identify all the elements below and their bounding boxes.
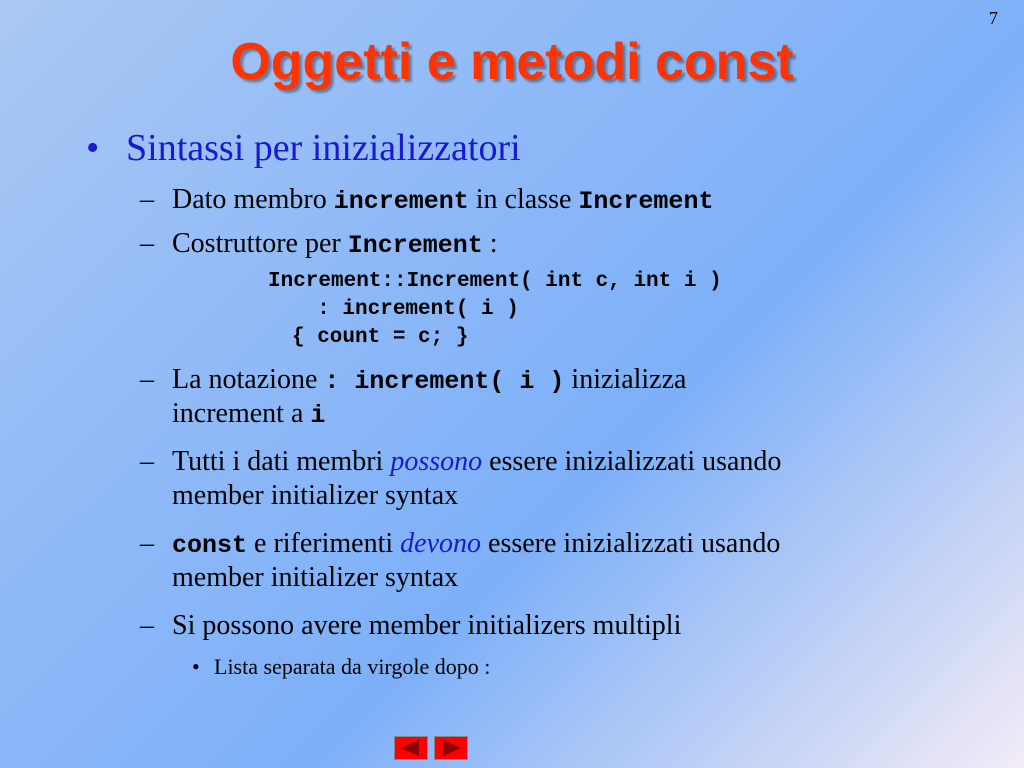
sub-item-1-code-b: Increment (578, 187, 714, 216)
sub-sub-item-1: Lista separata da virgole dopo : (214, 654, 491, 679)
right-arrow-icon (435, 737, 467, 759)
code-line-2: : increment( i ) (292, 298, 519, 321)
sub-item-5-code: const (172, 531, 248, 560)
sub-item-2-text-b: : (482, 228, 498, 259)
sub-item-3-code: : increment( i ) (324, 367, 565, 396)
sub-item-4 (172, 446, 781, 478)
sub-item-3 (172, 364, 686, 396)
sub-item-3-line2-text: increment a (172, 398, 311, 429)
left-arrow-icon (395, 737, 427, 759)
bullet-dot: • (86, 127, 100, 169)
sub-item-3-text-a: La notazione (172, 364, 325, 395)
dash-6: – (140, 610, 154, 641)
sub-item-1-text-b: in classe (468, 184, 579, 215)
bullet-level1 (86, 126, 99, 170)
sub-item-2-text-a: Costruttore per (172, 228, 348, 259)
sub-item-5-italic: devono (400, 528, 482, 559)
code-line-1: Increment::Increment( int c, int i ) (268, 270, 722, 293)
dash-3: – (140, 364, 154, 395)
slide-title: Oggetti e metodi const (230, 33, 794, 91)
slide-number: 7 (989, 8, 998, 28)
sub-item-3-line2 (172, 398, 325, 430)
sub-item-4-line2: member initializer syntax (172, 480, 459, 511)
sub-item-3-text-b: inizializza (564, 364, 687, 395)
next-slide-button[interactable] (434, 736, 468, 760)
sub-item-4-italic: possono (390, 446, 483, 477)
sub-item-4-text-b: essere inizializzati usando (482, 446, 782, 477)
sub-item-3-line2-code: i (310, 401, 326, 430)
dash-5: – (140, 528, 154, 559)
bullet-level1-text: Sintassi per inizializzatori (126, 127, 521, 169)
sub-item-5-text-a: e riferimenti (247, 528, 401, 559)
sub-item-2 (172, 228, 498, 260)
sub-item-1-code-a: increment (333, 187, 469, 216)
sub-item-6: Si possono avere member initializers multipli (172, 610, 682, 641)
sub-item-5-text-b: essere inizializzati usando (481, 528, 781, 559)
sub-item-1-text-a: Dato membro (172, 184, 334, 215)
code-line-3: { count = c; } (292, 326, 469, 349)
sub-sub-bullet: • (192, 654, 200, 679)
dash-2: – (140, 228, 154, 259)
prev-slide-button[interactable] (394, 736, 428, 760)
sub-item-4-text-a: Tutti i dati membri (172, 446, 391, 477)
dash-4: – (140, 446, 154, 477)
sub-item-5-line2: member initializer syntax (172, 562, 459, 593)
sub-item-2-code: Increment (347, 231, 483, 260)
sub-item-5 (172, 528, 780, 560)
dash-1: – (140, 184, 154, 215)
sub-item-1 (172, 184, 713, 216)
